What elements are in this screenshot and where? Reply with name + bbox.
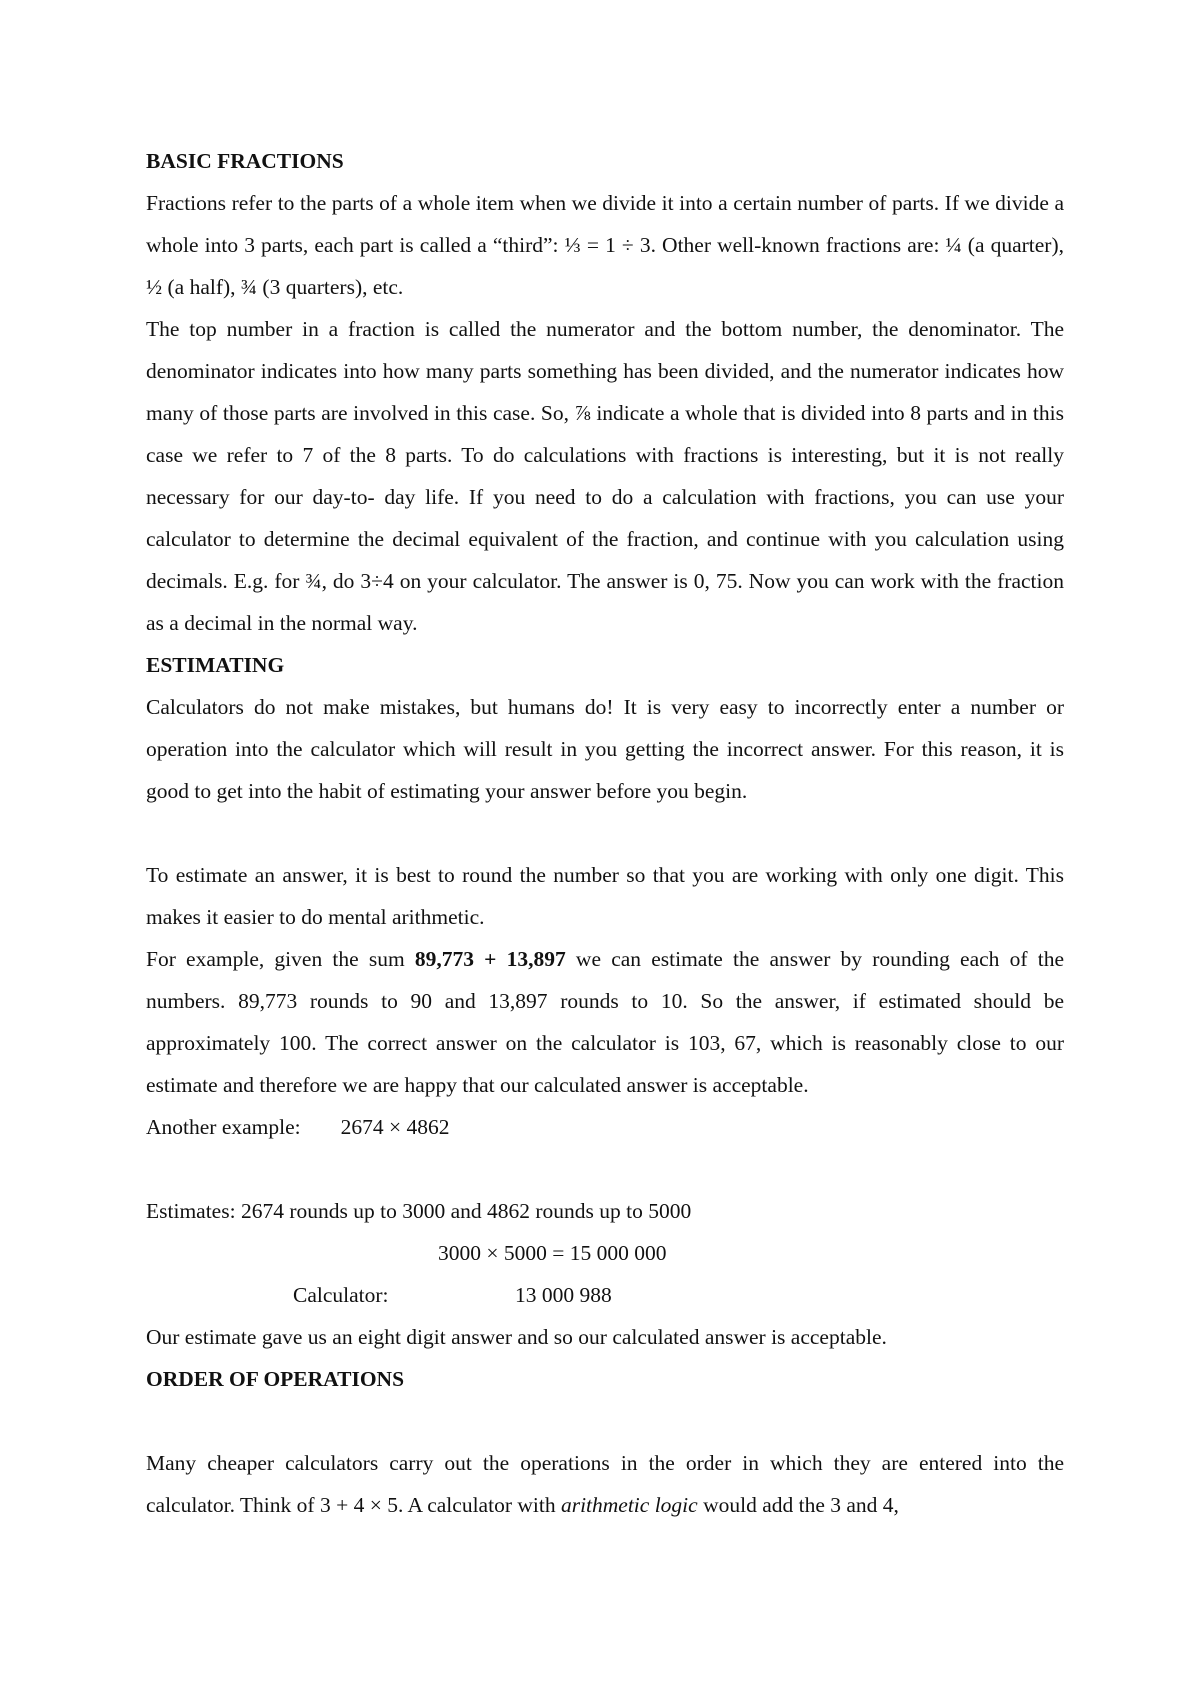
example-explanation: we can estimate the answer by rounding each of the numbers. 89,773 rounds to 90 and 13,897 rounds to 10. So the answer, if estimated should be approximately 100. The correct answer on the calculator is 103, 67, which is reasonably close to our estimate and therefore we are happy that our calculated answer is acceptable. [146,947,1064,1097]
estimates-line: Estimates: 2674 rounds up to 3000 and 4862 rounds up to 5000 [146,1199,692,1223]
spacer [146,812,1064,854]
calculator-line [146,1274,1064,1316]
spacer [146,1148,1064,1190]
fractions-paragraph-2: The top number in a fraction is called the numerator and the bottom number, the denominator. The denominator indicates into how many parts something has been divided, and the numerator indicates how many of those parts are involved in this case. So, ⅞ indicate a whole that is divided into 8 parts and in this case we refer to 7 of the 8 parts. To do calculations with fractions is interesting, but it is not really necessary for our day-to- day life. If you need to do a calculation with fractions, you can use your calculator to determine the decimal equivalent of the fraction, and continue with you calculation using decimals. E.g. for ¾, do 3÷4 on your calculator. The answer is 0, 75. Now you can work with the fraction as a decimal in the normal way. [146,317,1064,635]
estimating-paragraph-3 [146,938,1064,1106]
estimating-paragraph-2: To estimate an answer, it is best to round the number so that you are working with only one digit. This makes it easier to do mental arithmetic. [146,863,1064,929]
another-example-expression: 2674 × 4862 [340,1115,450,1139]
example-intro: For example, given the sum [146,947,415,971]
heading-basic-fractions: BASIC FRACTIONS [146,149,344,173]
calculator-label: Calculator: [293,1283,389,1307]
example-sum: 89,773 + 13,897 [414,947,566,971]
order-text-end: would add the 3 and 4, [697,1493,899,1517]
estimating-paragraph-1: Calculators do not make mistakes, but humans do! It is very easy to incorrectly enter a number or operation into the calculator which will result in you getting the incorrect answer. For this reason, it is good to get into the habit of estimating your answer before you begin. [146,695,1064,803]
arithmetic-logic-term: arithmetic logic [560,1493,698,1517]
calculator-value: 13 000 988 [515,1283,612,1307]
another-example-label: Another example: [146,1115,301,1139]
order-text-start: Many cheaper calculators carry out the operations in the order in which they are entered into the calculator. Think of 3 + 4 × 5. A calculator with [146,1451,1064,1517]
heading-estimating: ESTIMATING [146,653,285,677]
estimate-calculation: 3000 × 5000 = 15 000 000 [438,1241,667,1265]
spacer [146,1400,1064,1442]
heading-order-of-operations: ORDER OF OPERATIONS [146,1367,405,1391]
document-body [146,140,1064,1526]
another-example-line [146,1106,1064,1148]
estimating-conclusion: Our estimate gave us an eight digit answer and so our calculated answer is acceptable. [146,1325,887,1349]
fractions-paragraph-1: Fractions refer to the parts of a whole item when we divide it into a certain number of parts. If we divide a whole into 3 parts, each part is called a “third”: ⅓ = 1 ÷ 3. Other well-known fractions are: ¼ (a quarter), ½ (a half), ¾ (3 quarters), etc. [146,191,1064,299]
order-paragraph-1 [146,1442,1064,1526]
